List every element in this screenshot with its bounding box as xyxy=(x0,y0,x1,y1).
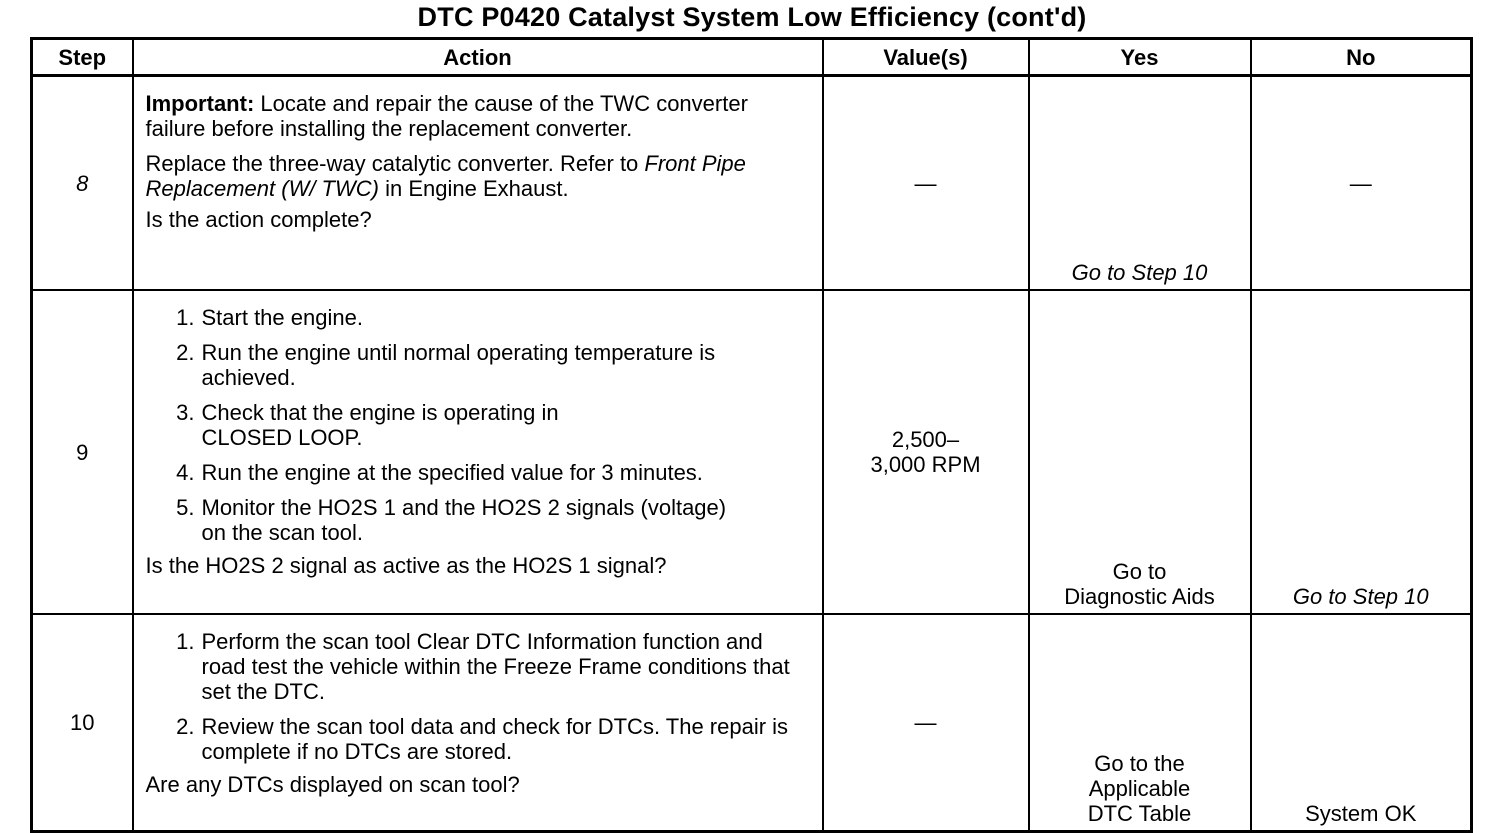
list-item-text: Run the engine at the specified value for 3 minutes. xyxy=(201,460,703,485)
list-item xyxy=(146,305,812,330)
action-question: Are any DTCs displayed on scan tool? xyxy=(145,772,520,797)
list-item xyxy=(146,495,812,545)
action-cell xyxy=(133,614,823,832)
list-item-number: 3. xyxy=(176,400,195,425)
yes-line-1: Go to xyxy=(1112,559,1167,584)
no-cell xyxy=(1251,76,1472,291)
header-values: Value(s) xyxy=(823,39,1029,76)
value-dash: — xyxy=(914,710,937,735)
value-line-1: 2,500– xyxy=(891,427,960,452)
value-line-2: 3,000 RPM xyxy=(870,452,981,477)
list-item xyxy=(146,460,812,485)
list-item-number: 1. xyxy=(176,305,195,330)
list-item xyxy=(146,340,812,390)
page-title: DTC P0420 Catalyst System Low Efficiency (cont'd) xyxy=(417,2,1087,32)
header-yes: Yes xyxy=(1029,39,1251,76)
no-dash: — xyxy=(1349,170,1372,196)
action-cell xyxy=(133,290,823,614)
list-item-text: Run the engine until normal operating temperature is achieved. xyxy=(201,340,716,390)
header-step: Step xyxy=(32,39,133,76)
table-header-row xyxy=(32,39,1472,76)
list-item xyxy=(146,714,812,764)
list-item-text: Monitor the HO2S 1 and the HO2S 2 signals (voltage) on the scan tool. xyxy=(201,495,727,545)
important-text: Locate and repair the cause of the TWC converter failure before installing the replacement converter. xyxy=(145,91,748,141)
value-cell xyxy=(823,76,1029,291)
yes-line-2: Diagnostic Aids xyxy=(1064,584,1215,609)
step-number: 10 xyxy=(32,614,133,832)
replace-instruction xyxy=(146,151,812,201)
replace-suffix: in Engine Exhaust. xyxy=(378,176,569,201)
action-question: Is the action complete? xyxy=(145,207,372,232)
header-action: Action xyxy=(133,39,823,76)
action-list xyxy=(146,629,812,764)
replace-reference: Front Pipe Replacement (W/ TWC) xyxy=(145,151,746,201)
yes-cell xyxy=(1029,614,1251,832)
list-item-number: 4. xyxy=(176,460,195,485)
list-item xyxy=(146,629,812,704)
important-note xyxy=(146,91,812,141)
yes-cell xyxy=(1029,290,1251,614)
value-dash: — xyxy=(914,170,937,196)
no-cell: Go to Step 10 xyxy=(1251,290,1472,614)
list-item-number: 1. xyxy=(176,629,195,654)
list-item-number: 2. xyxy=(176,340,195,365)
yes-line-3: DTC Table xyxy=(1087,801,1192,826)
important-label: Important: xyxy=(145,91,255,116)
list-item-text: Start the engine. xyxy=(201,305,363,330)
step-number: 8 xyxy=(32,76,133,291)
yes-line-2: Applicable xyxy=(1088,776,1191,801)
yes-cell: Go to Step 10 xyxy=(1029,76,1251,291)
list-item xyxy=(146,400,812,450)
table-row xyxy=(32,290,1472,614)
action-list xyxy=(146,305,812,545)
dtc-table xyxy=(30,37,1473,833)
replace-text: Replace the three-way catalytic converter. Refer to xyxy=(145,151,645,176)
step-number: 9 xyxy=(32,290,133,614)
list-item-number: 2. xyxy=(176,714,195,739)
no-cell: System OK xyxy=(1251,614,1472,832)
list-item-text: Perform the scan tool Clear DTC Information function and road test the vehicle within the Freeze Frame conditions that set the DTC. xyxy=(201,629,790,704)
value-cell xyxy=(823,614,1029,832)
value-cell xyxy=(823,290,1029,614)
table-row xyxy=(32,614,1472,832)
list-item-text: Review the scan tool data and check for DTCs. The repair is complete if no DTCs are stored. xyxy=(201,714,789,764)
yes-line-1: Go to the xyxy=(1094,751,1185,776)
header-no: No xyxy=(1251,39,1472,76)
list-item-number: 5. xyxy=(176,495,195,520)
action-cell xyxy=(133,76,823,291)
list-item-text: Check that the engine is operating in CLOSED LOOP. xyxy=(201,400,559,450)
action-question: Is the HO2S 2 signal as active as the HO2S 1 signal? xyxy=(145,553,667,578)
table-row xyxy=(32,76,1472,291)
